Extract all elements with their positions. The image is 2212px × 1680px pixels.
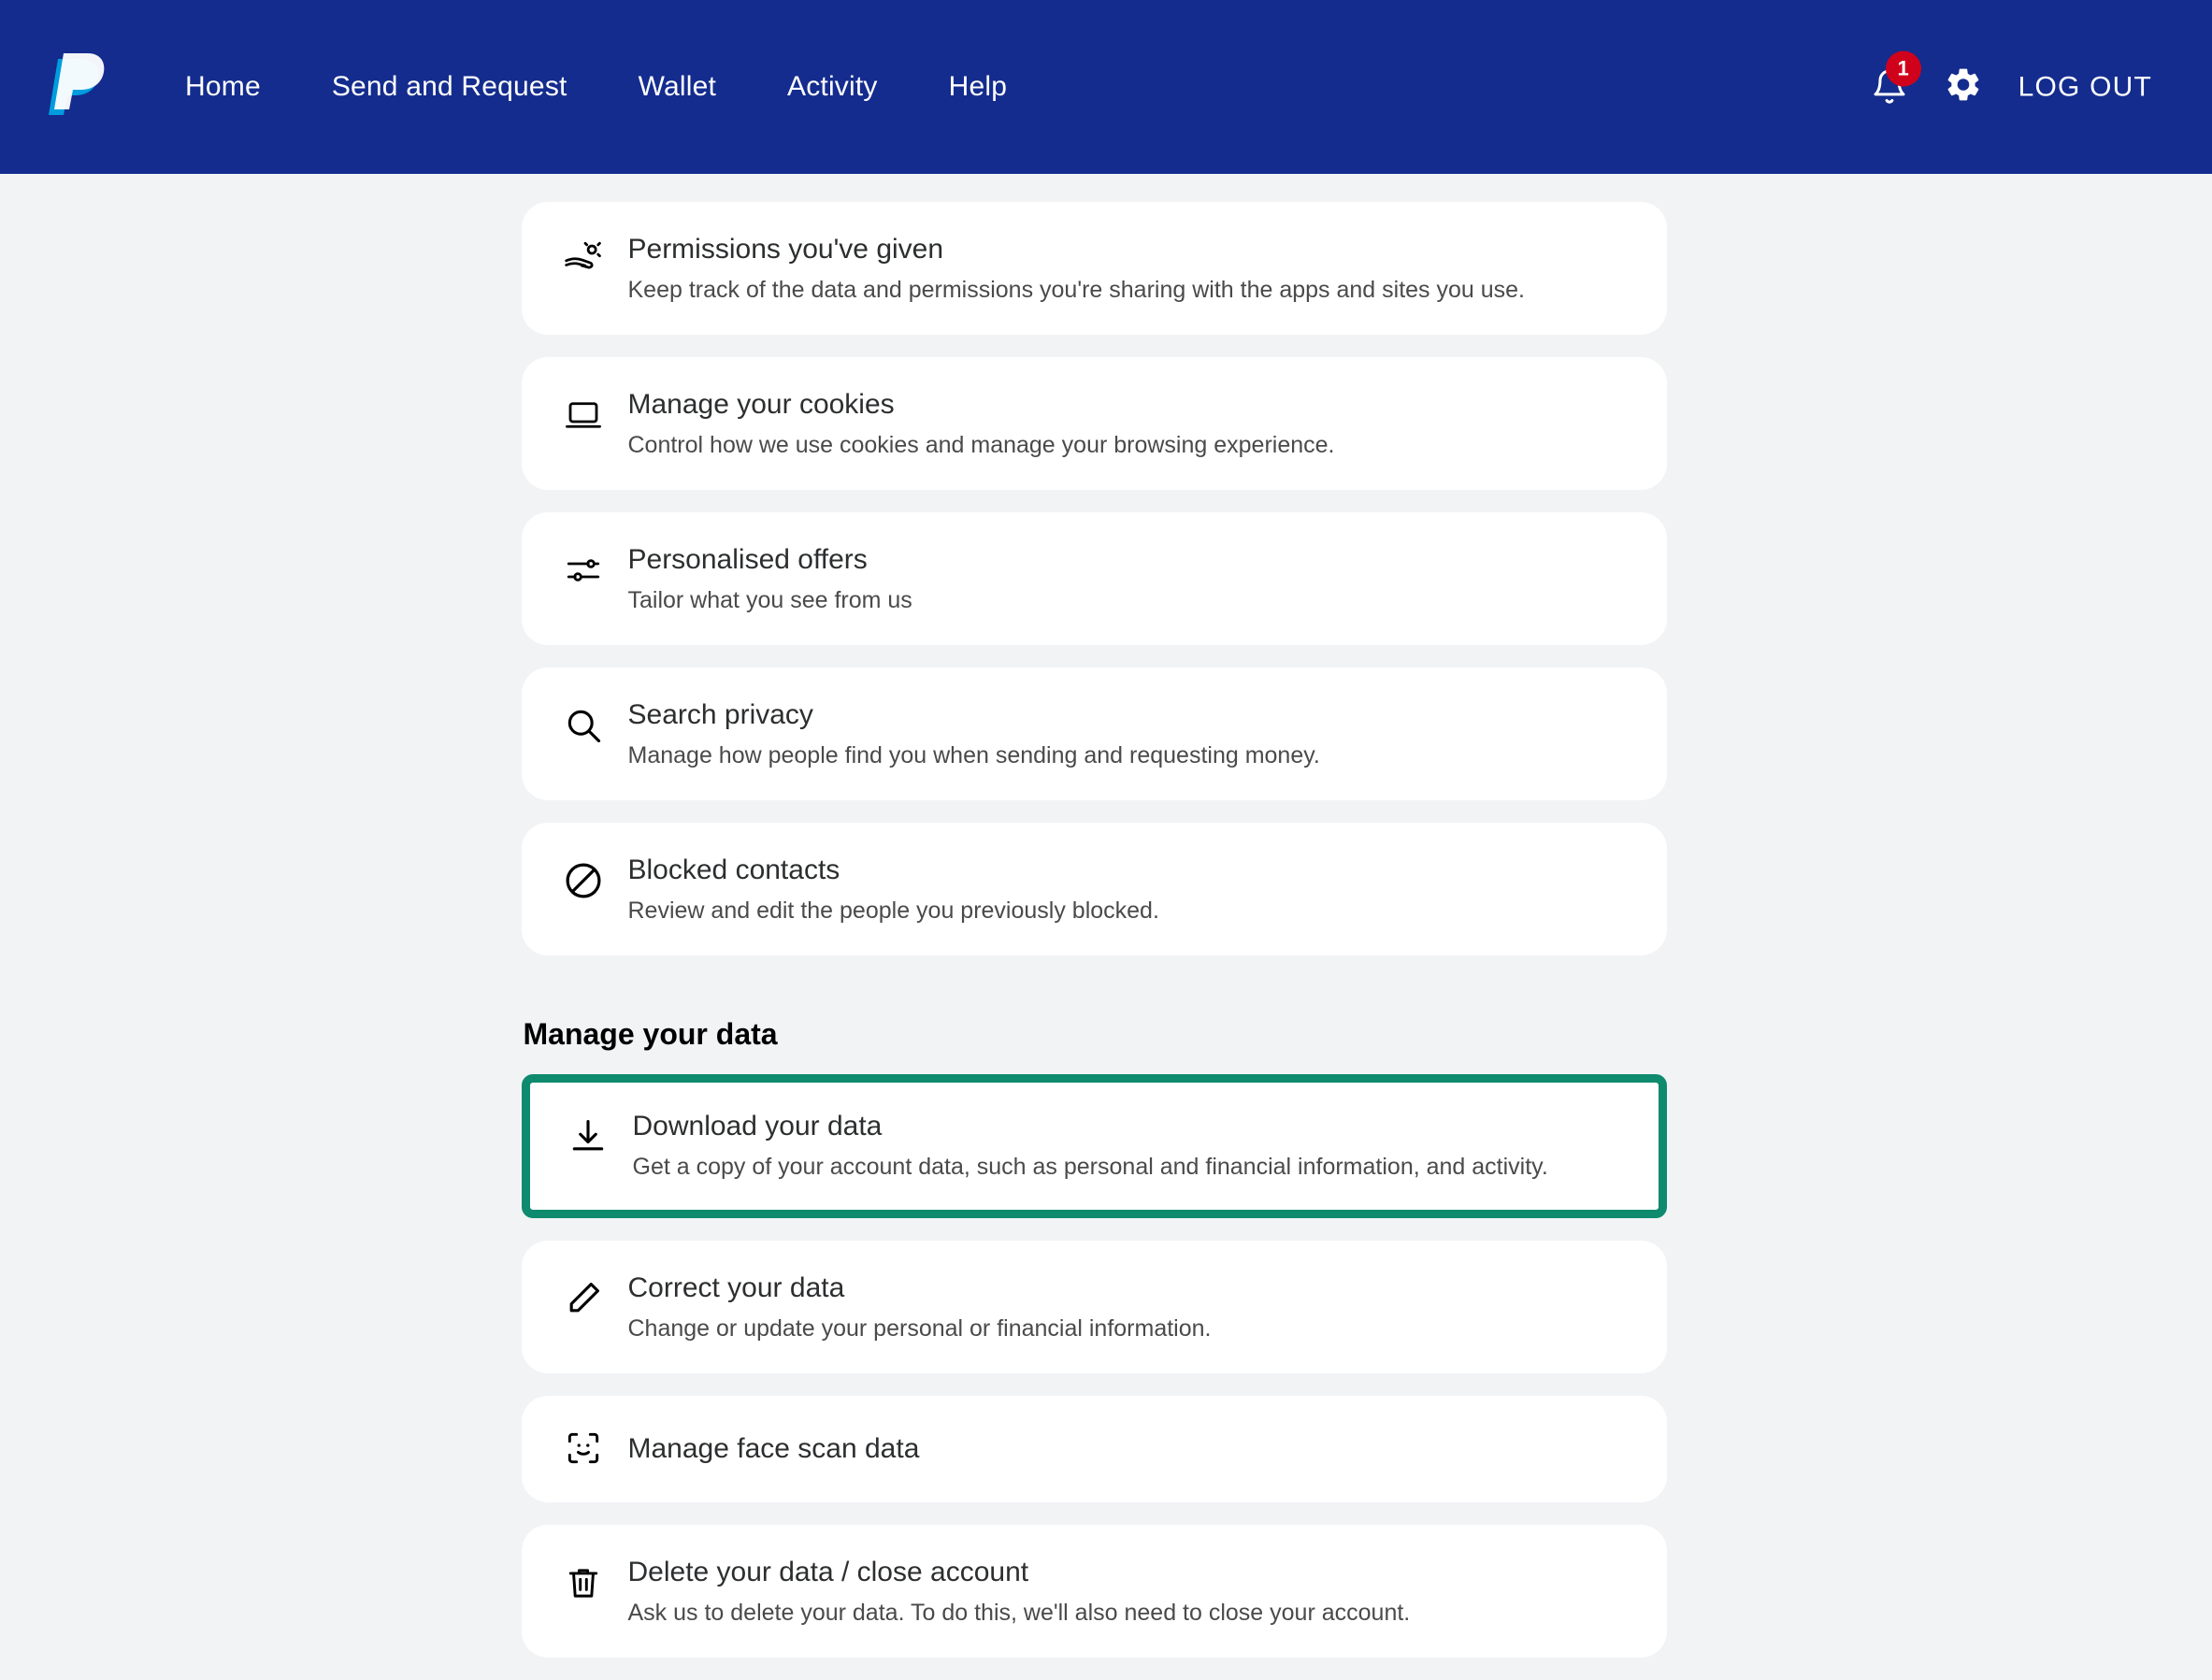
notifications-button[interactable] — [1871, 56, 1909, 108]
pencil-icon — [559, 1274, 608, 1323]
section-title-manage-your-data: Manage your data — [523, 1017, 778, 1051]
nav-help[interactable]: Help — [948, 71, 1008, 102]
list-item-description: Get a copy of your account data, such as personal and financial information, and activity. — [632, 1153, 1548, 1180]
list-item-title: Permissions you've given — [627, 234, 944, 265]
list-item-manage-face-scan-data[interactable] — [522, 1396, 1667, 1502]
page-body — [0, 174, 2212, 1658]
gear-icon — [1944, 65, 1983, 105]
hand-permissions-icon — [559, 236, 608, 284]
list-item-personalised-offers[interactable] — [522, 512, 1667, 645]
list-item-manage-cookies[interactable] — [522, 357, 1667, 490]
block-icon — [559, 856, 608, 905]
download-icon — [564, 1113, 612, 1161]
list-item-permissions-given[interactable] — [522, 202, 1667, 335]
settings-content — [522, 174, 1667, 1658]
search-icon — [559, 701, 608, 750]
nav-home[interactable]: Home — [185, 71, 261, 102]
list-item-description: Manage how people find you when sending and requesting money. — [627, 741, 1320, 768]
highlight-outline — [522, 1074, 1667, 1218]
nav-activity[interactable]: Activity — [787, 71, 878, 102]
list-item-correct-your-data[interactable] — [522, 1241, 1667, 1373]
header-actions — [1871, 56, 2152, 109]
list-item-description: Keep track of the data and permissions you're sharing with the apps and sites you use. — [627, 276, 1525, 303]
list-item-title: Manage face scan data — [627, 1433, 920, 1465]
list-item-title: Blocked contacts — [627, 854, 840, 885]
notification-count-badge: 1 — [1886, 50, 1921, 86]
top-navigation-bar — [0, 0, 2212, 174]
list-item-title: Download your data — [632, 1111, 883, 1142]
settings-button[interactable] — [1944, 65, 1983, 109]
list-item-title: Delete your data / close account — [627, 1557, 1029, 1587]
list-item-blocked-contacts[interactable] — [522, 823, 1667, 955]
nav-wallet[interactable]: Wallet — [638, 71, 716, 102]
list-item-description: Change or update your personal or financial information. — [627, 1314, 1212, 1342]
list-item-title: Manage your cookies — [627, 389, 895, 420]
list-item-title: Correct your data — [627, 1272, 845, 1303]
nav-send-and-request[interactable]: Send and Request — [331, 71, 567, 102]
laptop-icon — [559, 391, 608, 439]
face-scan-icon — [559, 1424, 608, 1472]
list-item-description: Ask us to delete your data. To do this, we'll also need to close your account. — [627, 1599, 1411, 1626]
trash-icon — [559, 1558, 608, 1607]
list-item-title: Search privacy — [627, 699, 813, 730]
sliders-icon — [559, 546, 608, 595]
list-item-title: Personalised offers — [627, 544, 868, 575]
list-item-delete-your-data[interactable] — [522, 1525, 1667, 1658]
paypal-logo-icon[interactable] — [45, 53, 105, 121]
list-item-description: Tailor what you see from us — [627, 586, 912, 613]
logout-button[interactable]: LOG OUT — [2018, 71, 2152, 102]
list-item-description: Control how we use cookies and manage your browsing experience. — [627, 431, 1335, 458]
list-item-download-your-data[interactable] — [530, 1083, 1659, 1210]
list-item-description: Review and edit the people you previously blocked. — [627, 897, 1159, 924]
list-item-search-privacy[interactable] — [522, 668, 1667, 800]
main-nav — [150, 56, 1042, 118]
